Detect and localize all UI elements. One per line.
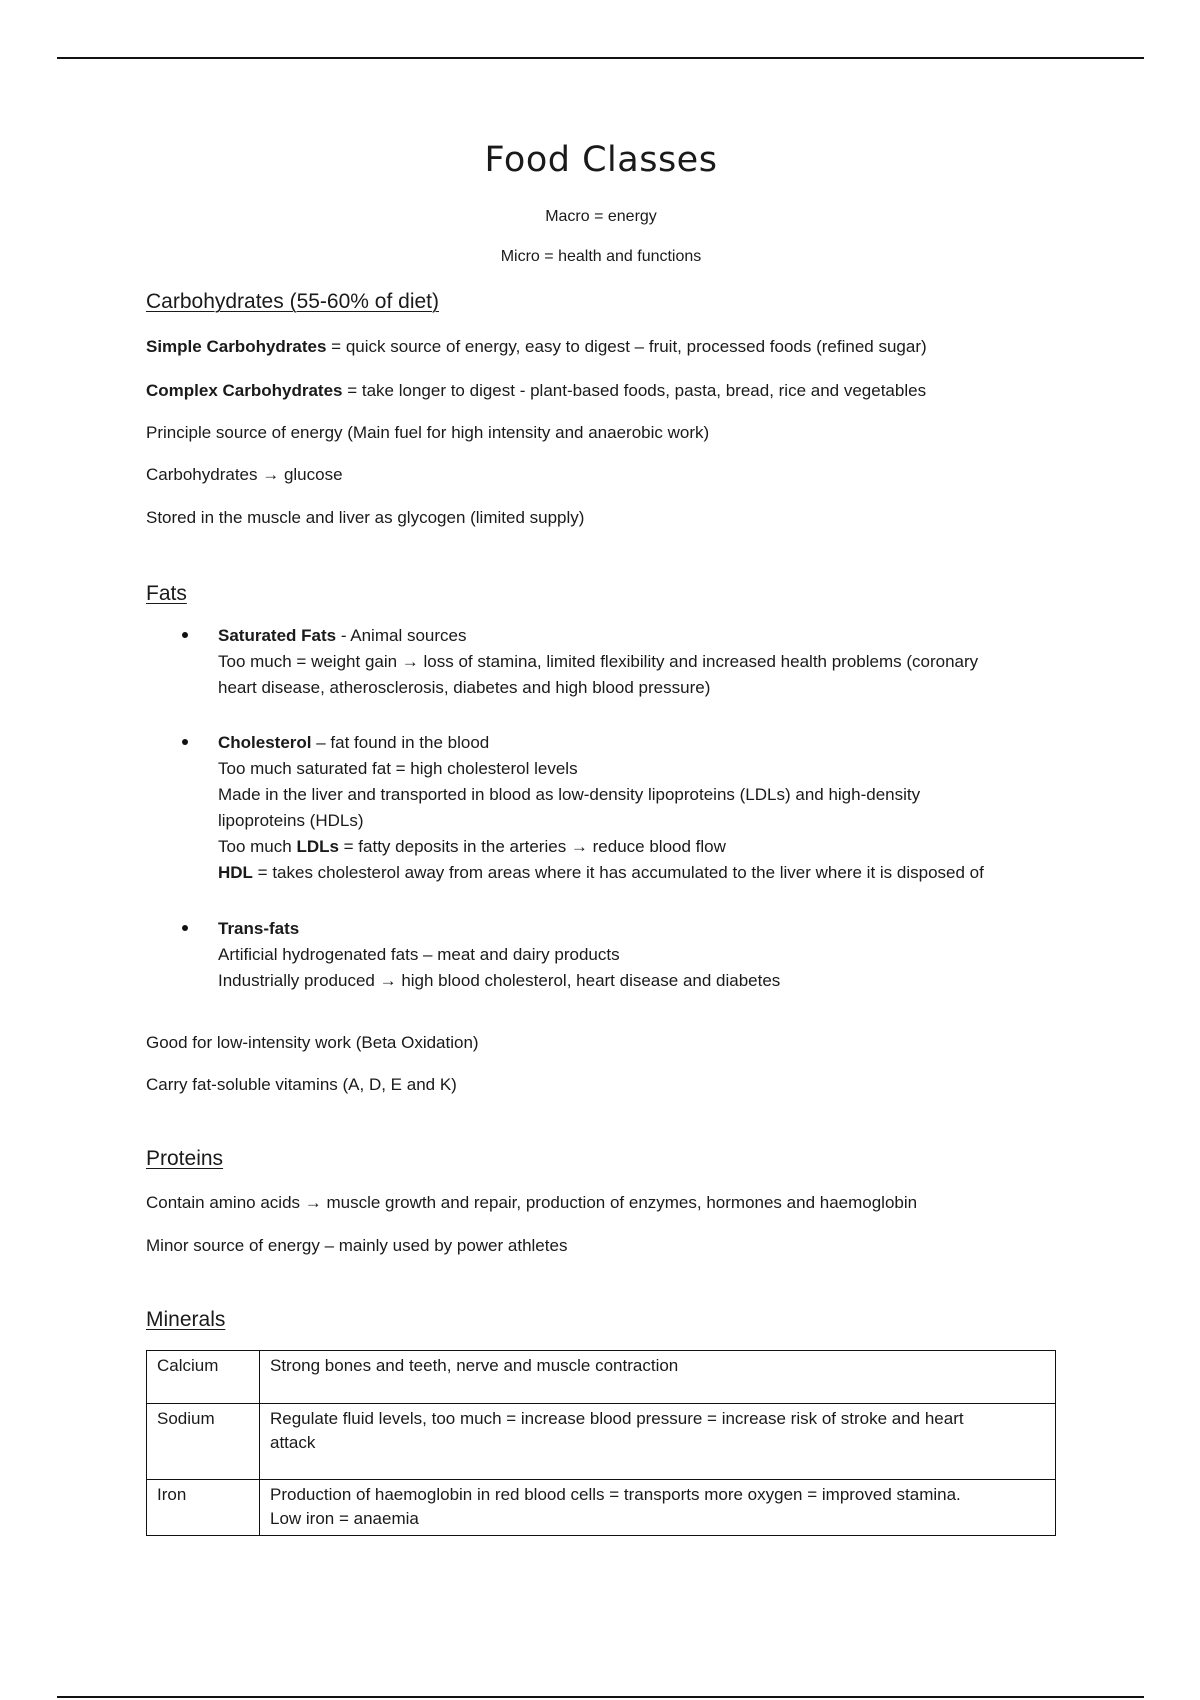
mineral-desc-line: Production of haemoglobin in red blood cells = transports more oxygen = improved stamina. [270, 1485, 961, 1504]
ldl-pre: Too much [218, 837, 297, 856]
simple-carbohydrates-label: Simple Carbohydrates [146, 337, 327, 356]
saturated-fats-label: Saturated Fats [218, 626, 337, 645]
ldl-post: = fatty deposits in the arteries → reduce blood flow [338, 837, 726, 856]
saturated-fats-title-line [218, 623, 1058, 649]
carb-stored-line: Stored in the muscle and liver as glycogen (limited supply) [146, 508, 585, 527]
heading-fats: Fats [146, 582, 187, 605]
trans-fats-line2: Industrially produced → high blood cholesterol, heart disease and diabetes [218, 971, 781, 990]
saturated-fats-line1: Too much = weight gain → loss of stamina, limited flexibility and increased health problems (coronary [218, 652, 979, 671]
saturated-fats-line2: heart disease, atherosclerosis, diabetes and high blood pressure) [218, 678, 711, 697]
cholesterol-line2: Made in the liver and transported in blood as low-density lipoproteins (LDLs) and high-density [218, 785, 921, 804]
page-title: Food Classes [484, 140, 718, 180]
bullet-dot [182, 925, 188, 931]
mineral-desc-line: Strong bones and teeth, nerve and muscle contraction [270, 1356, 679, 1375]
simple-carbohydrates-text: = quick source of energy, easy to digest – fruit, processed foods (refined sugar) [326, 337, 927, 356]
mineral-desc-cell [260, 1404, 1056, 1480]
bottom-rule [57, 1696, 1144, 1698]
carb-glucose-line: Carbohydrates → glucose [146, 465, 343, 484]
cholesterol-line1: Too much saturated fat = high cholesterol levels [218, 759, 578, 778]
cholesterol-intro: – fat found in the blood [311, 733, 490, 752]
carb-principle-line: Principle source of energy (Main fuel for high intensity and anaerobic work) [146, 423, 710, 442]
cholesterol-line3: lipoproteins (HDLs) [218, 811, 364, 830]
subtitle-micro: Micro = health and functions [500, 248, 702, 265]
cholesterol-line5 [218, 860, 1058, 886]
trans-fats-line1: Artificial hydrogenated fats – meat and dairy products [218, 945, 620, 964]
cholesterol-title-line [218, 730, 1058, 756]
fats-low-intensity-line: Good for low-intensity work (Beta Oxidation) [146, 1033, 479, 1052]
mineral-name-cell: Sodium [147, 1404, 260, 1480]
complex-carbohydrates-line [146, 381, 926, 401]
saturated-fats-intro: - Animal sources [336, 626, 467, 645]
bullet-dot [182, 739, 188, 745]
proteins-amino-line: Contain amino acids → muscle growth and repair, production of enzymes, hormones and haemoglobin [146, 1193, 918, 1212]
trans-fats-title-line [218, 916, 1058, 942]
bullet-body [218, 916, 1058, 994]
bullet-body [218, 730, 1058, 886]
mineral-name-cell: Calcium [147, 1351, 260, 1404]
heading-carbohydrates: Carbohydrates (55-60% of diet) [146, 290, 439, 313]
mineral-desc-line: attack [270, 1433, 316, 1452]
mineral-desc-cell [260, 1480, 1056, 1536]
mineral-name-cell: Iron [147, 1480, 260, 1536]
ldl-label: LDLs [296, 837, 339, 856]
proteins-minor-line: Minor source of energy – mainly used by power athletes [146, 1236, 568, 1255]
mineral-desc-line: Low iron = anaemia [270, 1509, 419, 1528]
top-rule [57, 57, 1144, 59]
simple-carbohydrates-line [146, 337, 927, 357]
cholesterol-line4 [218, 834, 1058, 860]
bullet-trans-fats [146, 916, 1056, 996]
heading-proteins: Proteins [146, 1147, 224, 1170]
hdl-label: HDL [218, 863, 253, 882]
table-row [147, 1480, 1056, 1536]
hdl-post: = takes cholesterol away from areas where it has accumulated to the liver where it is disposed of [252, 863, 984, 882]
bullet-saturated-fats [146, 623, 1056, 703]
trans-fats-label: Trans-fats [218, 919, 300, 938]
bullet-dot [182, 632, 188, 638]
subtitle-macro: Macro = energy [545, 208, 657, 225]
bullet-cholesterol [146, 730, 1056, 890]
complex-carbohydrates-label: Complex Carbohydrates [146, 381, 343, 400]
table-row [147, 1404, 1056, 1480]
complex-carbohydrates-text: = take longer to digest - plant-based foods, pasta, bread, rice and vegetables [342, 381, 927, 400]
fats-vitamins-line: Carry fat-soluble vitamins (A, D, E and K) [146, 1075, 457, 1094]
bullet-body [218, 623, 1058, 701]
table-row [147, 1351, 1056, 1404]
minerals-table [146, 1350, 1056, 1536]
mineral-desc-cell [260, 1351, 1056, 1404]
mineral-desc-line: Regulate fluid levels, too much = increase blood pressure = increase risk of stroke and heart [270, 1409, 964, 1428]
cholesterol-label: Cholesterol [218, 733, 312, 752]
heading-minerals: Minerals [146, 1308, 226, 1331]
